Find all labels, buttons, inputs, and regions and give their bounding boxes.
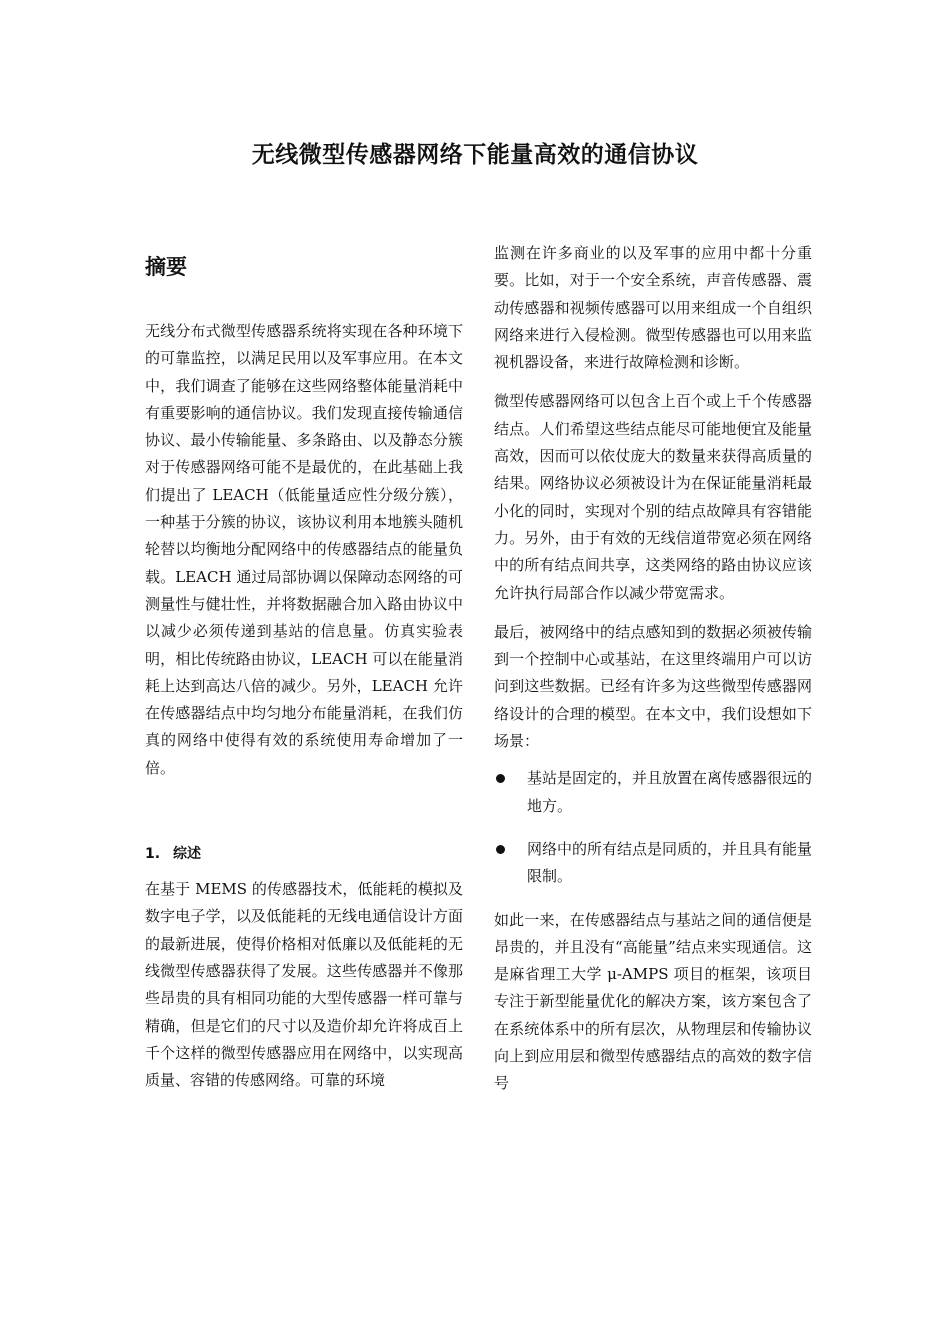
body-paragraph-3: 最后，被网络中的结点感知到的数据必须被传输到一个控制中心或基站，在这里终端用户可以访问到这些数据。已经有许多为这些微型传感器网络设计的合理的模型。在本文中，我们设想如下场景： — [494, 622, 812, 751]
section-title: 综述 — [173, 846, 201, 863]
right-column — [494, 240, 812, 1098]
section-heading-overview — [145, 842, 463, 866]
list-item — [494, 836, 812, 891]
body-paragraph-2: 微型传感器网络可以包含上百个或上千个传感器结点。人们希望这些结点能尽可能地便宜及能量高效，因而可以依仗庞大的数量来获得高质量的结果。网络协议必须被设计为在保证能量消耗最小化的同时，实现对个别的结点故障具有容错能力。另外，由于有效的无线信道带宽必须在网络中的所有结点间共享，这类网络的路由协议应该允许执行局部合作以减少带宽需求。 — [494, 392, 812, 602]
list-item-text: 基站是固定的，并且放置在离传感器很远的地方。 — [527, 769, 813, 815]
body-paragraph-1: 监测在许多商业的以及军事的应用中都十分重要。比如，对于一个安全系统，声音传感器、震动传感器和视频传感器可以用来组成一个自组织网络来进行入侵检测。微型传感器也可以用来监视机器设备，来进行故障检测和诊断。 — [494, 244, 812, 372]
paper-title: 无线微型传感器网络下能量高效的通信协议 — [251, 142, 699, 168]
list-item — [494, 765, 812, 820]
bullet-dot-icon — [496, 774, 505, 783]
bullet-dot-icon — [496, 845, 505, 854]
list-item-text: 网络中的所有结点是同质的，并且具有能量限制。 — [527, 839, 813, 886]
assumption-list — [494, 765, 812, 890]
overview-paragraph: 在基于 MEMS 的传感器技术，低能耗的模拟及数字电子学，以及低能耗的无线电通信设计方面的最新进展，使得价格相对低廉以及低能耗的无线微型传感器获得了发展。这些传感器并不像那些昂贵的具有相同功能的大型传感器一样可靠与精确，但是它们的尺寸以及造价却允许将成百上千个这样的微型传感器应用在网络中，以实现高质量、容错的传感网络。可靠的环境 — [145, 880, 463, 1090]
body-paragraph-4: 如此一来，在传感器结点与基站之间的通信便是昂贵的，并且没有“高能量”结点来实现通信。这是麻省理工大学 μ-AMPS 项目的框架，该项目专注于新型能量优化的解决方案，该方案包含了在系统体系中的所有层次，从物理层和传输协议向上到应用层和微型传感器结点的高效的数字信号 — [494, 910, 812, 1093]
abstract-body: 无线分布式微型传感器系统将实现在各种环境下的可靠监控，以满足民用以及军事应用。在本文中，我们调查了能够在这些网络整体能量消耗中有重要影响的通信协议。我们发现直接传输通信协议、最小传输能量、多条路由、以及静态分簇对于传感器网络可能不是最优的，在此基础上我们提出了 LEACH（低能量适应性分级分簇），一种基于分簇的协议，该协议利用本地簇头随机轮替以均衡地分配网络中的传感器结点的能量负载。LEACH 通过局部协调以保障动态网络的可测量性与健壮性，并将数据融合加入路由协议中以减少必须传递到基站的信息量。仿真实验表明，相比传统路由协议，LEACH 可以在能量消耗上达到高达八倍的减少。另外，LEACH 允许在传感器结点中均匀地分布能量消耗，在我们仿真的网络中使得有效的系统使用寿命增加了一倍。 — [145, 322, 463, 777]
section-number: 1. — [145, 846, 161, 863]
abstract-heading: 摘要 — [145, 255, 187, 279]
left-column — [145, 240, 463, 1094]
